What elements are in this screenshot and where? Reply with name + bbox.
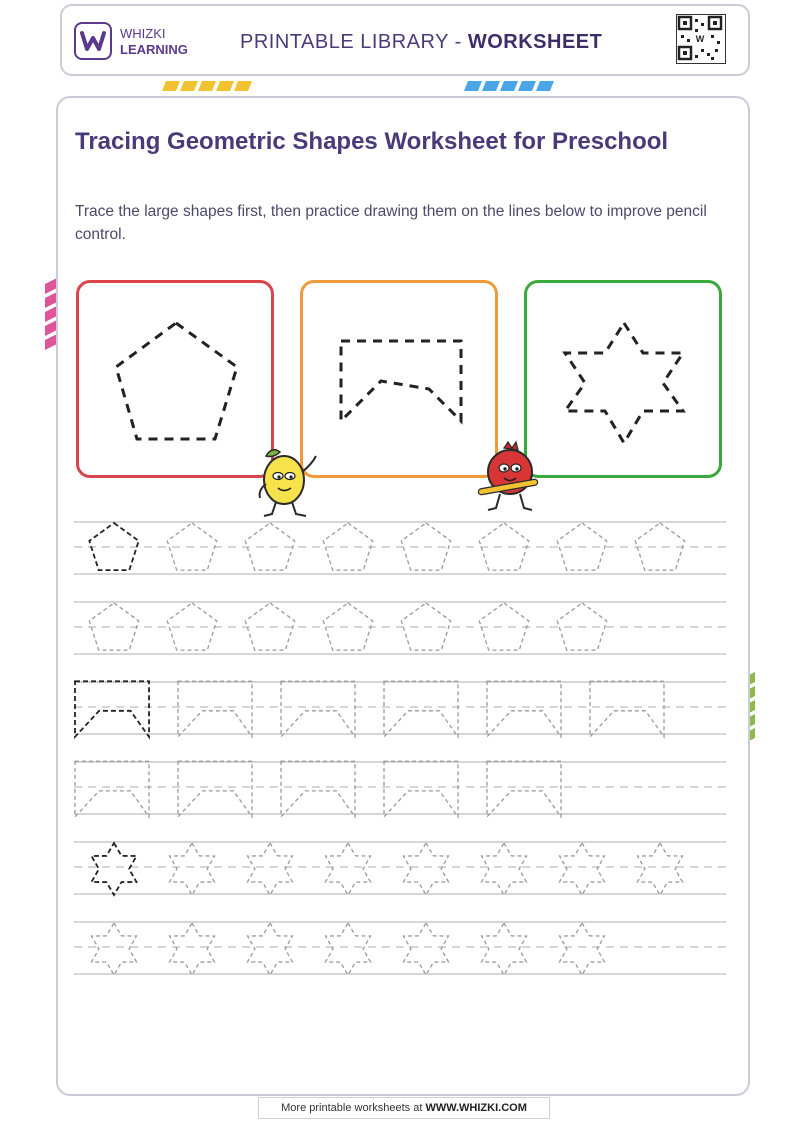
yellow-stripes (160, 80, 256, 92)
trace-six-point-star-shape (326, 923, 371, 975)
shape-card-pentagon (76, 280, 274, 478)
shape-card-star (524, 280, 722, 478)
example-arch-frame-shape (75, 681, 149, 737)
trace-arch-frame-shape (281, 681, 355, 737)
trace-six-point-star-shape (560, 843, 605, 895)
trace-six-point-star-shape (248, 923, 293, 975)
arch-frame-trace-icon (303, 283, 495, 475)
worksheet-title: Tracing Geometric Shapes Worksheet for Preschool (75, 128, 669, 155)
worksheet-instructions: Trace the large shapes first, then practice drawing them on the lines below to improve pencil control. (75, 203, 707, 243)
trace-six-point-star-shape (482, 843, 527, 895)
pentagon-trace-icon (79, 283, 271, 475)
trace-arch-frame-shape (178, 681, 252, 737)
trace-arch-frame-shape (178, 761, 252, 817)
header-title-bold: WORKSHEET (467, 31, 603, 53)
header-title-prefix: PRINTABLE LIBRARY - (240, 31, 468, 53)
qr-center-letter: W (695, 34, 705, 44)
trace-six-point-star-shape (92, 923, 137, 975)
trace-six-point-star-shape (170, 843, 215, 895)
trace-six-point-star-shape (638, 843, 683, 895)
brand-line-1: WHIZKI (120, 26, 166, 41)
shape-card-arch-frame (300, 280, 498, 478)
trace-arch-frame-shape (384, 761, 458, 817)
trace-arch-frame-shape (75, 761, 149, 817)
trace-arch-frame-shape (590, 681, 664, 737)
header-title (240, 31, 602, 54)
trace-six-point-star-shape (326, 843, 371, 895)
trace-six-point-star-shape (248, 843, 293, 895)
logo-w-icon (80, 30, 106, 52)
pomegranate-mascot-image (470, 440, 550, 520)
footer-url[interactable]: WWW.WHIZKI.COM (425, 1102, 527, 1114)
trace-six-point-star-shape (560, 923, 605, 975)
trace-six-point-star-shape (170, 923, 215, 975)
whizki-logo (74, 22, 112, 60)
trace-arch-frame-shape (487, 761, 561, 817)
trace-arch-frame-shape (281, 761, 355, 817)
qr-code (676, 14, 726, 64)
lemon-mascot-image (246, 442, 326, 522)
footer-text: More printable worksheets at (281, 1102, 426, 1114)
trace-arch-frame-shape (487, 681, 561, 737)
star-trace-icon (527, 283, 719, 475)
trace-six-point-star-shape (482, 923, 527, 975)
trace-six-point-star-shape (404, 843, 449, 895)
brand-name (120, 26, 188, 58)
brand-line-2: LEARNING (120, 42, 188, 57)
practice-area (74, 516, 726, 996)
footer-link[interactable] (258, 1097, 550, 1119)
example-six-point-star-shape (92, 843, 137, 895)
trace-six-point-star-shape (404, 923, 449, 975)
trace-arch-frame-shape (384, 681, 458, 737)
blue-stripes (462, 80, 558, 92)
